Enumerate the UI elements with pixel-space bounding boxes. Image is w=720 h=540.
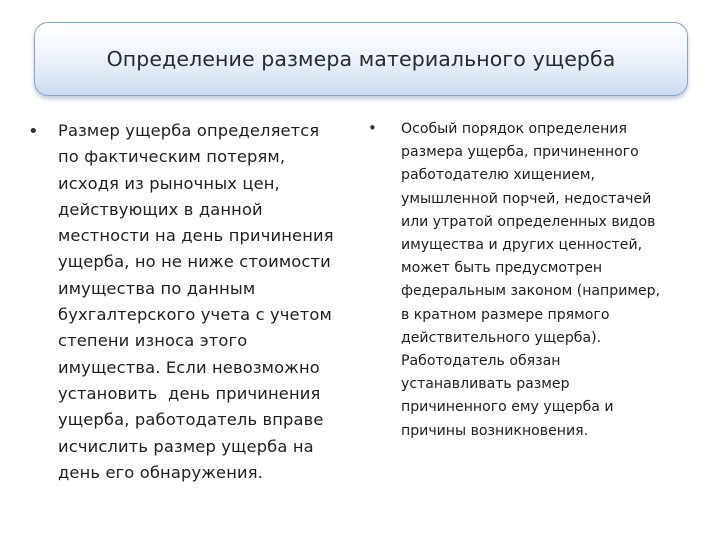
text-line: причины возникновения. bbox=[401, 422, 589, 439]
text-line: Размер ущерба определяется bbox=[58, 121, 320, 140]
text-line: может быть предусмотрен bbox=[401, 260, 603, 277]
text-line: установить день причинения bbox=[58, 383, 321, 403]
text-line: имущества по данным bbox=[58, 278, 256, 298]
slide-title: Определение размера материального ущерба bbox=[106, 47, 616, 71]
bullet-icon: • bbox=[368, 119, 377, 137]
text-line: действительного ущерба). bbox=[401, 329, 602, 346]
text-line: исходя из рыночных цен, bbox=[58, 173, 280, 193]
text-line: умышленной порчей, недостачей bbox=[401, 190, 652, 207]
text-line: в кратном размере прямого bbox=[401, 306, 610, 323]
text-line: день его обнаружения. bbox=[58, 462, 264, 482]
text-line: устанавливать размер bbox=[401, 376, 570, 393]
text-line: исчислить размер ущерба на bbox=[58, 436, 314, 456]
text-line: работодателю хищением, bbox=[401, 167, 595, 184]
title-banner bbox=[34, 22, 688, 96]
text-line: местности на день причинения bbox=[58, 226, 334, 246]
text-line: причиненного ему ущерба и bbox=[401, 399, 614, 416]
text-line: имущества. Если невозможно bbox=[58, 357, 320, 377]
text-line: размера ущерба, причиненного bbox=[401, 144, 639, 161]
text-line: по фактическим потерям, bbox=[58, 147, 286, 167]
left-bullet-text bbox=[58, 118, 334, 486]
text-line: Особый порядок определения bbox=[401, 121, 627, 137]
text-line: бухгалтерского учета с учетом bbox=[58, 305, 332, 325]
text-line: Работодатель обязан bbox=[401, 353, 561, 370]
text-line: федеральным законом (например, bbox=[401, 283, 661, 300]
text-line: действующих в данной bbox=[58, 199, 263, 219]
text-line: имущества и других ценностей, bbox=[401, 237, 643, 254]
bullet-icon: • bbox=[28, 121, 39, 142]
text-line: или утратой определенных видов bbox=[401, 213, 656, 230]
left-bullet-item bbox=[28, 118, 358, 486]
right-bullet-item bbox=[368, 118, 704, 443]
text-line: степени износа этого bbox=[58, 331, 248, 351]
text-line: ущерба, но не ниже стоимости bbox=[58, 252, 331, 272]
right-bullet-text bbox=[401, 118, 660, 443]
text-line: ущерба, работодатель вправе bbox=[58, 410, 324, 430]
